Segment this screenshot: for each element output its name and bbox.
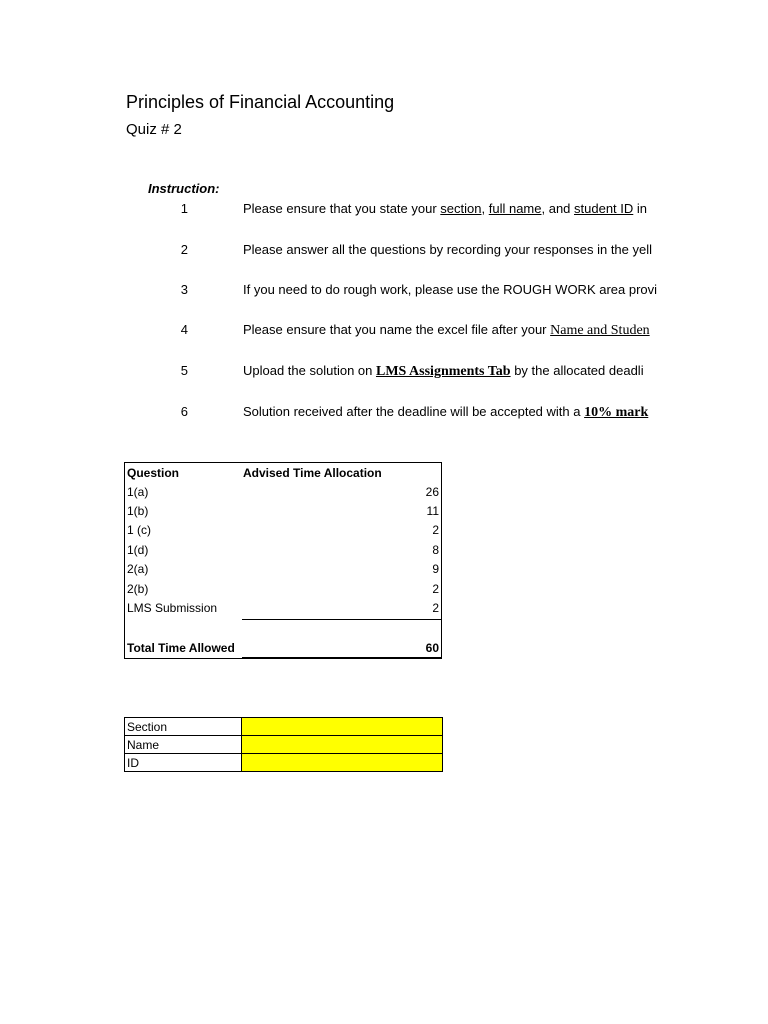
name-input-cell[interactable] <box>241 736 442 754</box>
table-row <box>125 502 441 521</box>
instruction-text-part: , <box>481 201 489 216</box>
instruction-number: 2 <box>180 242 188 257</box>
instruction-text-part: by the allocated deadli <box>510 363 644 378</box>
table-row <box>125 560 441 579</box>
instruction-underlined-student-id: student ID <box>574 201 634 216</box>
time-cell: 26 <box>425 485 439 499</box>
time-cell: 2 <box>432 523 439 537</box>
table-row <box>125 483 441 502</box>
instruction-text-part: Upload the solution on <box>243 363 376 378</box>
table-row <box>125 599 441 618</box>
instruction-text-part: Solution received after the deadline will be accepted with a <box>243 404 585 419</box>
subtotal-rule <box>242 619 442 620</box>
question-cell: 2(b) <box>127 582 149 596</box>
question-cell: 1(a) <box>127 485 149 499</box>
instruction-penalty: 10% mark <box>584 405 649 420</box>
instruction-number: 5 <box>180 363 188 378</box>
total-value: 60 <box>425 641 439 655</box>
time-cell: 9 <box>432 562 439 576</box>
id-label: ID <box>125 754 242 772</box>
instruction-underlined-full-name: full name <box>488 201 542 216</box>
id-input-cell[interactable] <box>241 754 442 772</box>
instruction-number: 3 <box>180 282 188 297</box>
table-row <box>125 736 443 754</box>
table-row <box>125 580 441 599</box>
table-row <box>125 718 443 736</box>
instruction-text <box>243 322 673 339</box>
time-cell: 8 <box>432 543 439 557</box>
time-column-header: Advised Time Allocation <box>243 466 382 480</box>
total-underline <box>242 657 442 658</box>
name-label: Name <box>125 736 242 754</box>
section-label: Section <box>125 718 242 736</box>
instruction-text-part: in <box>633 201 648 216</box>
time-cell: 2 <box>432 601 439 615</box>
instruction-text: Please answer all the questions by recording your responses in the yell <box>243 242 653 257</box>
total-label: Total Time Allowed <box>127 641 235 655</box>
instruction-lms-tab: LMS Assignments Tab <box>375 364 511 379</box>
instruction-text <box>243 404 673 421</box>
question-cell: 1(d) <box>127 543 149 557</box>
instruction-number: 1 <box>180 201 188 216</box>
question-cell: 1(b) <box>127 504 149 518</box>
table-row <box>125 754 443 772</box>
time-allocation-table <box>124 462 442 659</box>
instruction-text <box>243 201 673 216</box>
student-info-table <box>124 717 443 772</box>
question-cell: LMS Submission <box>127 601 218 615</box>
quiz-subtitle: Quiz # 2 <box>126 121 182 138</box>
instruction-number: 6 <box>180 404 188 419</box>
page-title: Principles of Financial Accounting <box>126 92 395 112</box>
instruction-text <box>243 363 673 380</box>
instruction-text: If you need to do rough work, please use the ROUGH WORK area provi <box>243 282 658 297</box>
instruction-number: 4 <box>180 322 188 337</box>
section-input-cell[interactable] <box>241 718 442 736</box>
table-row <box>125 541 441 560</box>
instruction-label: Instruction: <box>148 181 220 196</box>
instruction-text-part: Please ensure that you name the excel file after your <box>243 322 551 337</box>
total-row <box>125 639 441 658</box>
question-cell: 1 (c) <box>127 523 151 537</box>
instruction-underlined-section: section <box>440 201 482 216</box>
table-header-row <box>125 464 441 483</box>
time-cell: 11 <box>426 504 439 518</box>
instruction-text-part: Please ensure that you state your <box>243 201 441 216</box>
question-cell: 2(a) <box>127 562 149 576</box>
instruction-text-part: , and <box>541 201 575 216</box>
time-cell: 2 <box>432 582 439 596</box>
question-column-header: Question <box>127 466 180 480</box>
instruction-underlined-filename: Name and Studen <box>550 323 650 338</box>
table-row <box>125 521 441 540</box>
